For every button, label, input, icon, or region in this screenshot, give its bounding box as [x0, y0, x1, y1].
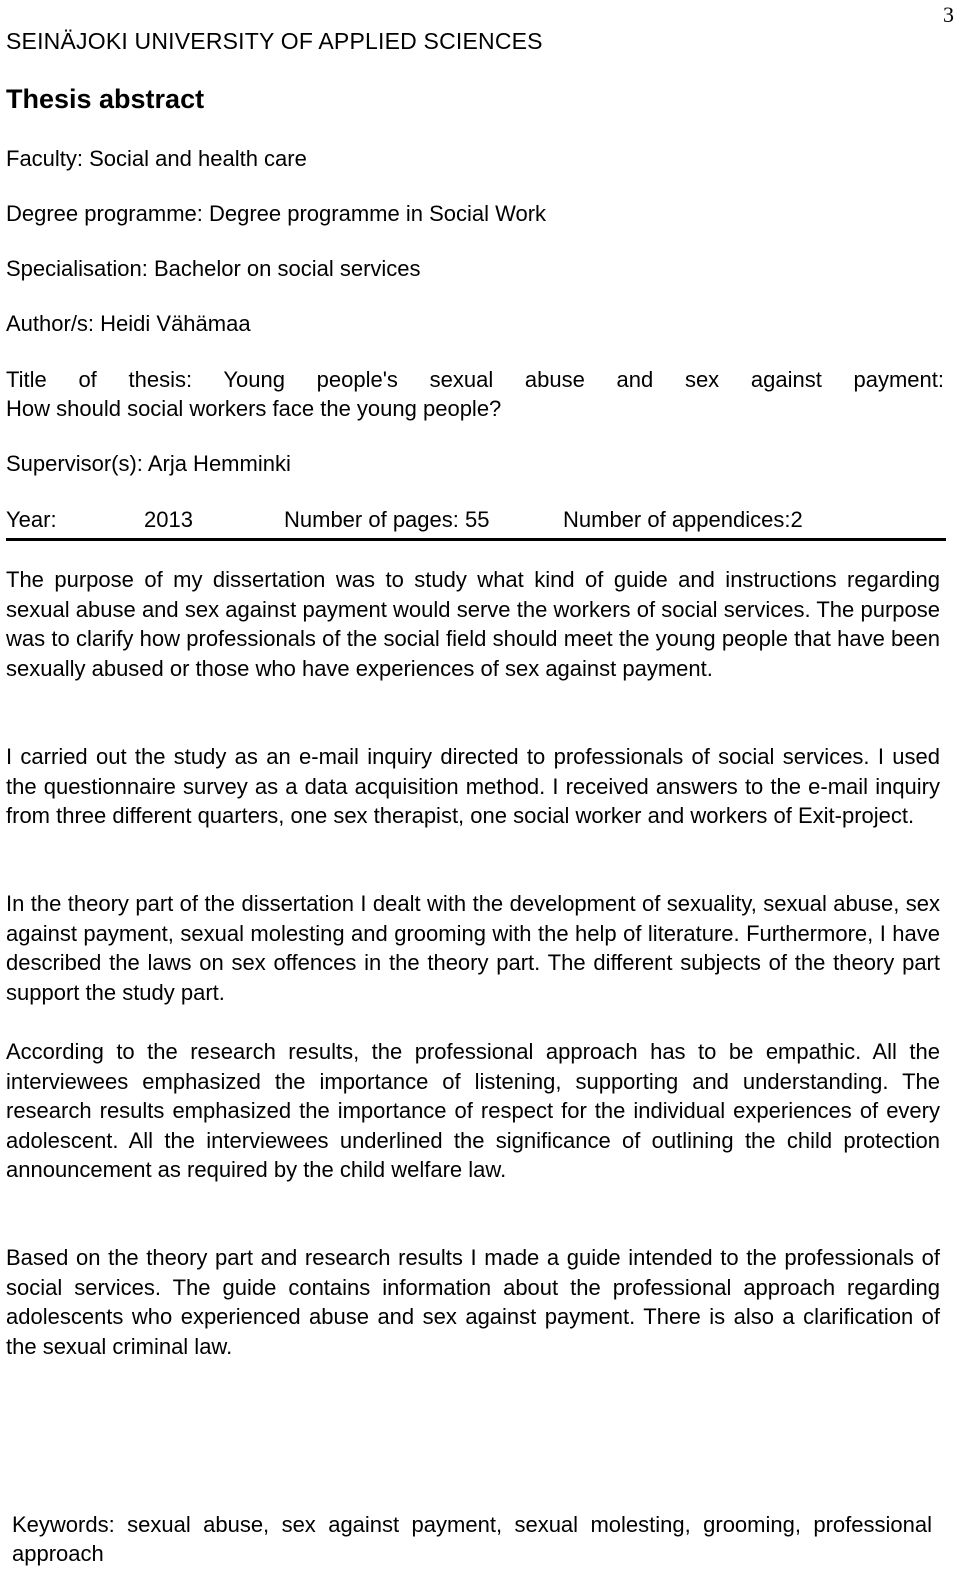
thesis-title-line-2: How should social workers face the young people?	[6, 396, 502, 421]
page-title: Thesis abstract	[6, 84, 205, 114]
university-name: SEINÄJOKI UNIVERSITY OF APPLIED SCIENCES	[6, 28, 543, 54]
keywords: Keywords: sexual abuse, sex against payment, sexual molesting, grooming, professional approach	[12, 1512, 932, 1566]
degree-programme-line: Degree programme: Degree programme in Social Work	[6, 201, 547, 226]
page-number: 3	[943, 2, 954, 27]
pages-count: Number of pages: 55	[284, 507, 490, 532]
author-line: Author/s: Heidi Vähämaa	[6, 311, 251, 336]
appendices-count: Number of appendices:2	[563, 507, 803, 532]
divider	[6, 538, 946, 541]
specialisation-line: Specialisation: Bachelor on social services	[6, 256, 421, 281]
abstract-paragraph-3: In the theory part of the dissertation I dealt with the development of sexuality, sexual abuse, sex against payment, sexual molesting and grooming with the help of literature. Furthermore, I have described the laws on sex offences in the theory part. The different subjects of the theory part support the study part.	[6, 891, 940, 1005]
year-value: 2013	[144, 507, 193, 532]
supervisor-line: Supervisor(s): Arja Hemminki	[6, 451, 291, 476]
thesis-title-line-1: Title of thesis: Young people's sexual abuse and sex against payment:	[6, 367, 944, 392]
faculty-line: Faculty: Social and health care	[6, 146, 307, 171]
thesis-title	[6, 365, 944, 423]
abstract-paragraph-1: The purpose of my dissertation was to study what kind of guide and instructions regarding sexual abuse and sex against payment would serve the workers of social services. The purpose was to clarify how professionals of the social field should meet the young people that have been sexually abused or those who have experiences of sex against payment.	[6, 567, 940, 681]
abstract-paragraph-4: According to the research results, the professional approach has to be empathic. All the interviewees emphasized the importance of listening, supporting and understanding. The research results emphasized the importance of respect for the individual experiences of every adolescent. All the interviewees underlined the significance of outlining the child protection announcement as required by the child welfare law.	[6, 1039, 940, 1182]
abstract-paragraph-2: I carried out the study as an e-mail inquiry directed to professionals of social services. I used the questionnaire survey as a data acquisition method. I received answers to the e-mail inquiry from three different quarters, one sex therapist, one social worker and workers of Exit-project.	[6, 744, 940, 828]
abstract-paragraph-5: Based on the theory part and research results I made a guide intended to the professionals of social services. The guide contains information about the professional approach regarding adolescents who experienced abuse and sex against payment. There is also a clarification of the sexual criminal law.	[6, 1245, 940, 1359]
year-label: Year:	[6, 507, 57, 532]
